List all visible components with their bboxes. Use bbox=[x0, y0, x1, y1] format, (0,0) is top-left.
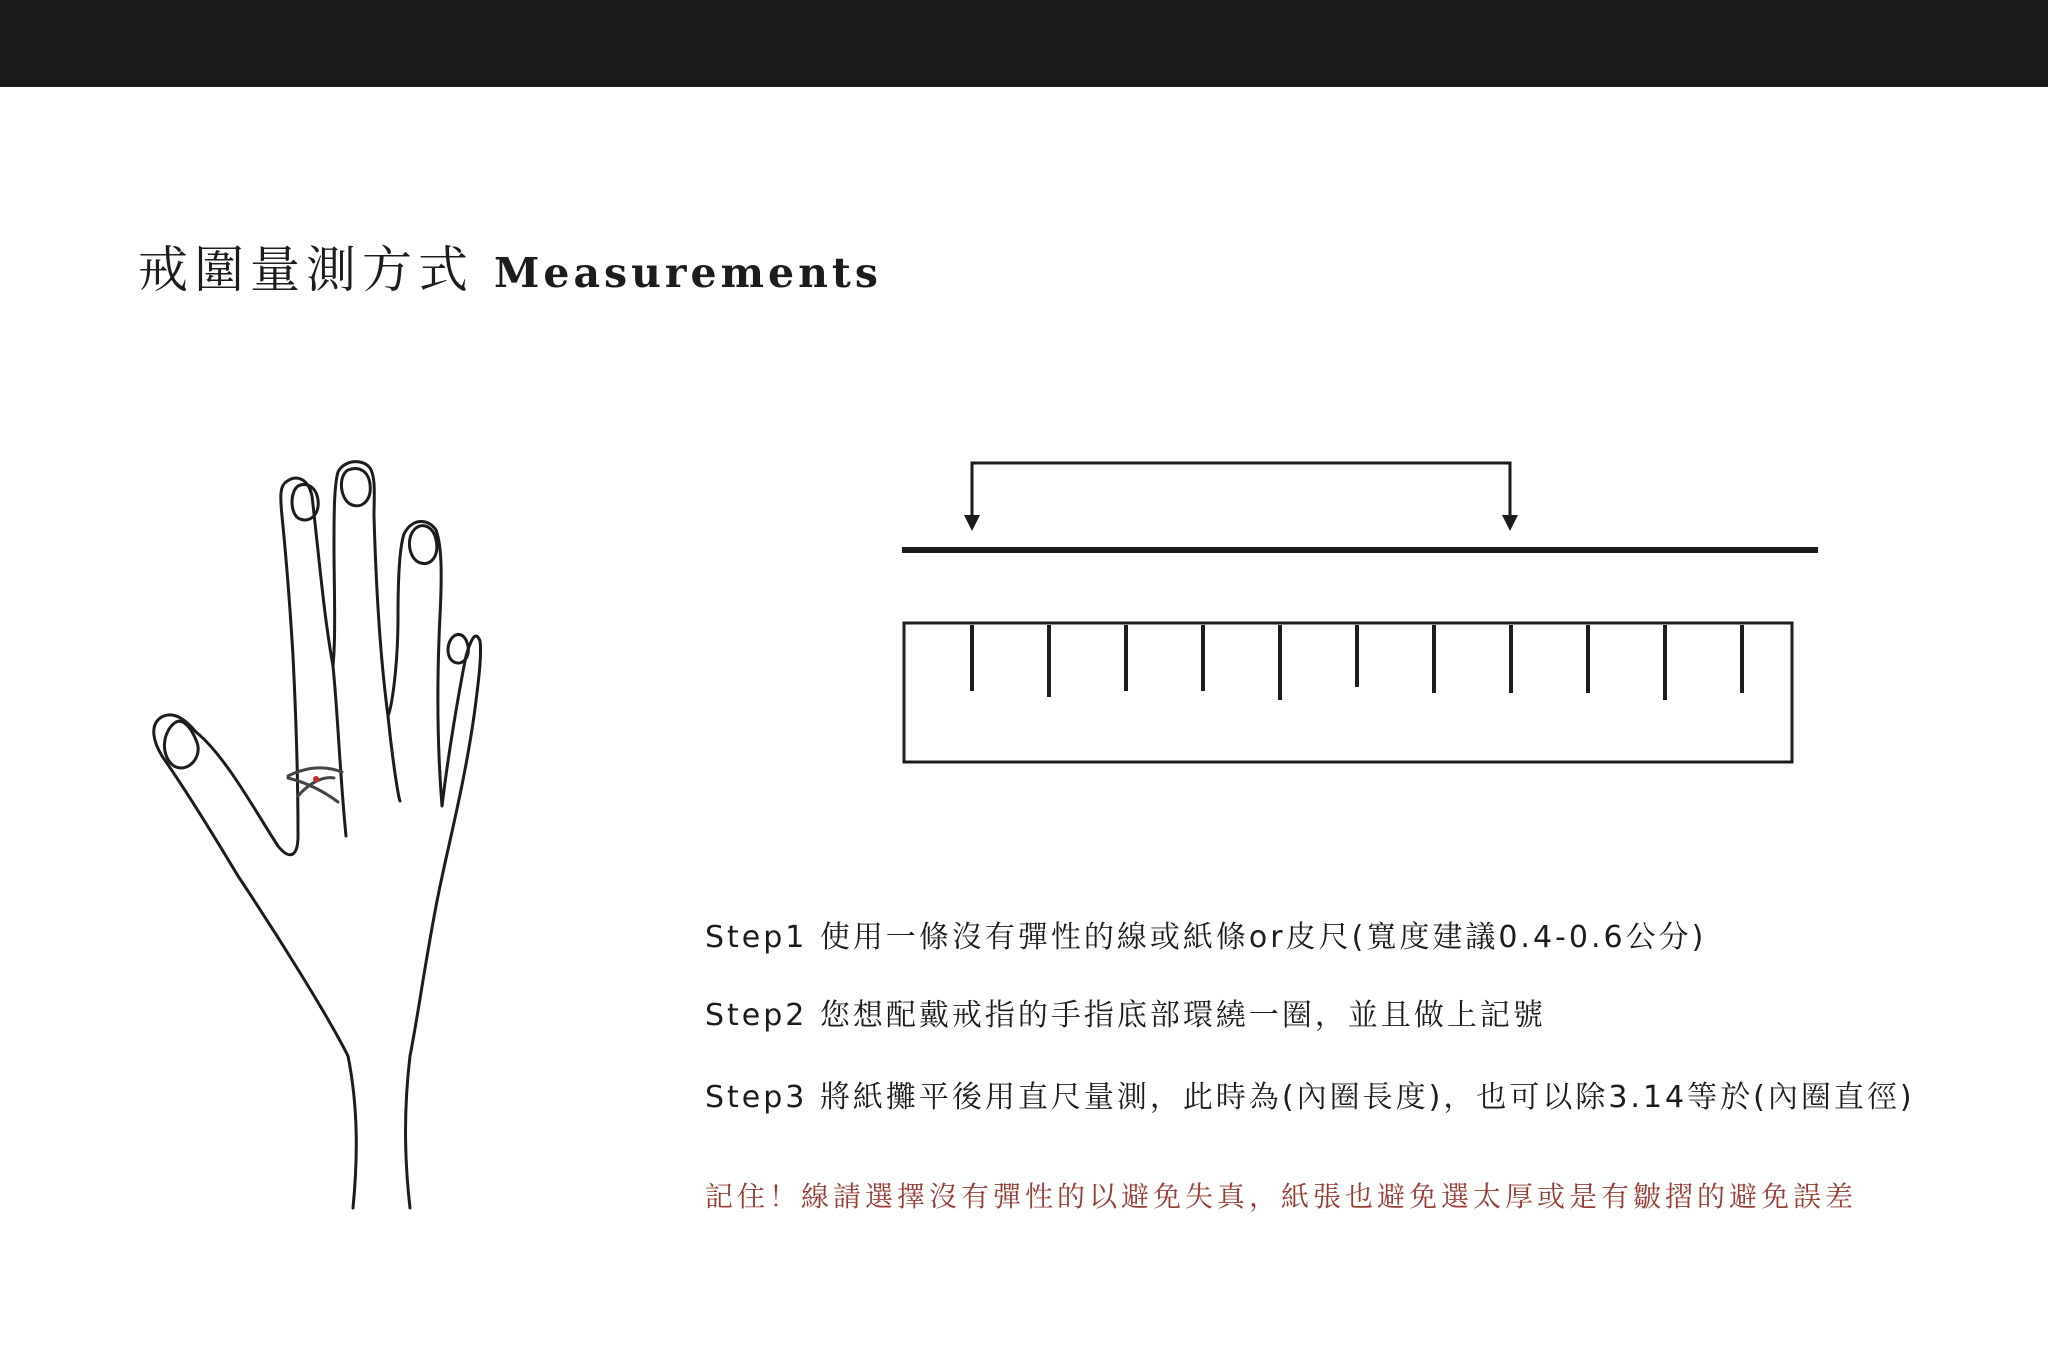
title-chinese: 戒圍量測方式 bbox=[138, 241, 474, 299]
arrow-head-left-icon bbox=[964, 515, 980, 531]
ruler-illustration bbox=[896, 455, 1826, 767]
ring-mark bbox=[313, 776, 319, 782]
ruler-body bbox=[904, 623, 1792, 762]
index-nail bbox=[292, 485, 318, 520]
pinky-nail bbox=[448, 634, 468, 663]
hand-illustration bbox=[148, 456, 628, 1216]
warning-note: 記住！線請選擇沒有彈性的以避免失真，紙張也避免選太厚或是有皺摺的避免誤差 bbox=[705, 1180, 1858, 1213]
measure-bracket bbox=[972, 463, 1510, 521]
top-bar bbox=[0, 0, 2048, 87]
step-3-text: Step3 將紙攤平後用直尺量測，此時為(內圈長度)，也可以除3.14等於(內圈直徑) bbox=[705, 1080, 1915, 1115]
page-title bbox=[138, 230, 882, 302]
step-2-text: Step2 您想配戴戒指的手指底部環繞一圈，並且做上記號 bbox=[705, 998, 1546, 1033]
arrow-head-right-icon bbox=[1502, 515, 1518, 531]
middle-finger-line bbox=[388, 716, 400, 801]
middle-nail bbox=[341, 469, 370, 506]
ring-nail bbox=[409, 526, 436, 564]
step-1-text: Step1 使用一條沒有彈性的線或紙條or皮尺(寬度建議0.4-0.6公分) bbox=[705, 920, 1707, 955]
hand-outline bbox=[154, 462, 481, 1208]
title-english: Measurements bbox=[494, 249, 882, 297]
ring-finger-line bbox=[333, 666, 346, 836]
